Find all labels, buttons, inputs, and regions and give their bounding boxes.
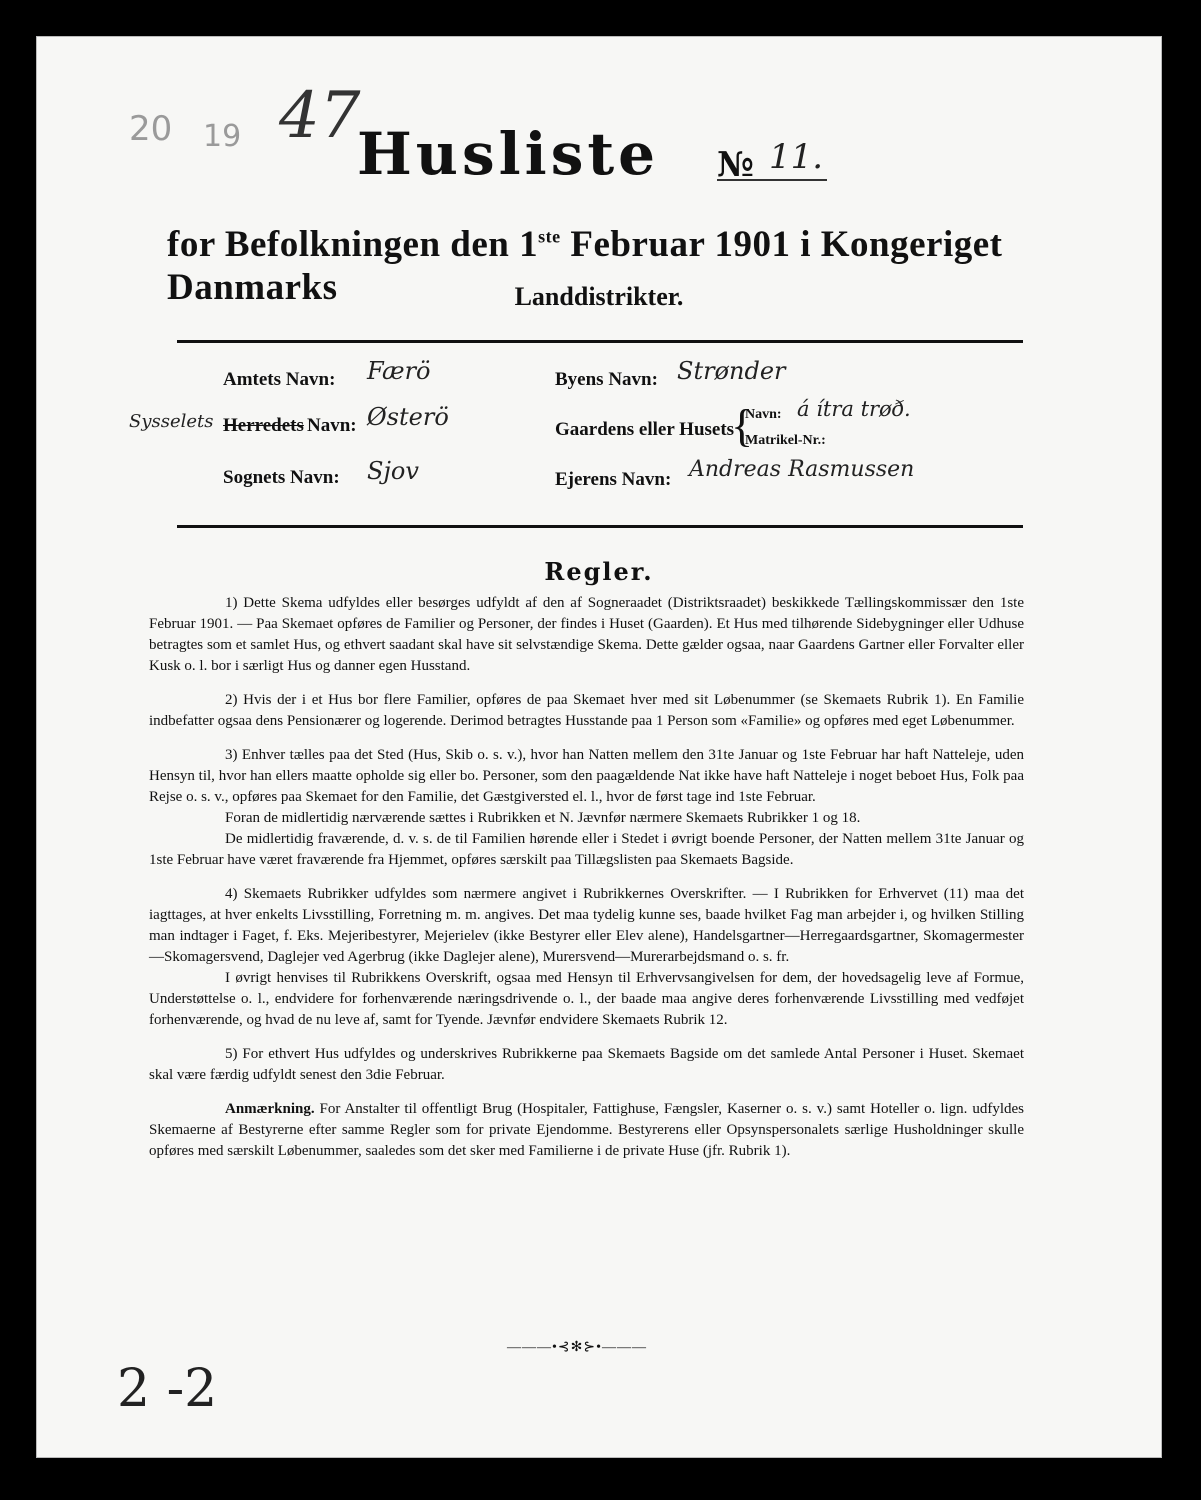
matrikel-label: Matrikel-Nr.: xyxy=(745,433,826,448)
herred-value: Østerö xyxy=(367,403,449,431)
divider-bottom xyxy=(177,525,1023,528)
rule-2: 2) Hvis der i et Hus bor flere Familier, opføres de paa Skemaet hver med sit Løbenummer (se Skemaets Rubrik 1). En Familie indbefatter ogsaa dens Pensionærer og logerende. Derimod betragtes Husstande paa 1 Person som «Familie» og opføres med eget Løbenummer. xyxy=(149,692,1024,729)
form-number: 11. xyxy=(769,137,824,177)
bottom-number: 2 -2 xyxy=(117,1359,218,1419)
census-form-page xyxy=(36,36,1162,1458)
ejer-value: Andreas Rasmussen xyxy=(689,457,915,482)
navn-value: á ítra trøð. xyxy=(797,397,911,421)
herred-label-struck: Herredets xyxy=(223,415,304,436)
rule-3: 3) Enhver tælles paa det Sted (Hus, Skib o. s. v.), hvor han Natten mellem den 31te Januar og 1ste Februar har haft Natteleje, uden Hensyn til, hvor han ellers maatte opholde sig eller bo. Personer, som den paagældende Nat ikke have haft Natteleje i noget beboet Hus, Folk paa Rejse o. s. v., opføres paa Skemaet for den Familie, det Gæstgiversted el. l., hvor de først tage ind 1ste Februar. xyxy=(149,747,1024,805)
rule-3-foran: Foran de midlertidig nærværende sættes i Rubrikken et N. Jævnfør nærmere Skemaets Rubrikker 1 og 18. xyxy=(225,810,861,826)
divider-top xyxy=(177,340,1023,343)
number-underline xyxy=(717,179,827,181)
subtitle-district: Landdistrikter. xyxy=(514,282,684,311)
rule-4: 4) Skemaets Rubrikker udfyldes som nærmere angivet i Rubrikkernes Overskrifter. — I Rubrikken for Erhvervet (11) maa det iagttages, at hver enkelts Livsstilling, Forretning m. m. angives. Det maa tydelig kunne ses, baade hvilket Fag man arbejder i, og hvilken Stilling man indtager i Faget, f. Eks. Mejeribestyrer, Mejerielev (ikke Bestyrer eller Elev alene), Handelsgartner—Herregaardsgartner, Skomagermester—Skomagersvend, Daglejer ved Agerbrug (ikke Daglejer alene), Murersvend—Murerarbejdsmand o. s. fr. xyxy=(149,886,1024,965)
brace-icon: { xyxy=(731,400,754,451)
note xyxy=(149,1099,1024,1162)
sogn-value: Sjov xyxy=(367,457,419,485)
rule-3-fravaerende: De midlertidig fraværende, d. v. s. de til Familien hørende eller i Stedet i øvrigt boende Personer, der Natten mellem 31te Januar og 1ste Februar have været fraværende fra Hjemmet, opføres særskilt paa Tillægslisten paa Skemaets Bagside. xyxy=(149,831,1024,868)
gaard-label: Gaardens eller Husets xyxy=(555,419,735,440)
pencil-number-1: 20 xyxy=(129,109,173,149)
number-label: № xyxy=(717,145,754,185)
sogn-label: Sognets Navn: xyxy=(223,467,340,488)
by-value: Strønder xyxy=(677,357,786,385)
ornament: ———•⊰✻⊱•——— xyxy=(507,1340,647,1355)
pencil-number-2: 19 xyxy=(203,119,242,154)
herred-label: Navn: xyxy=(307,415,357,436)
rule-4-oevrigt: I øvrigt henvises til Rubrikkens Overskrift, ogsaa med Hensyn til Erhvervsangivelsen for dem, der hovedsagelig leve af Formue, Understøttelse o. l., endvidere for forhenværende næringsdrivende o. l., der baade maa angive deres forhenværende Livsstilling med vedføjet forhenværende, og hvad de nu leve af, samt for Tyende. Jævnfør endvidere Skemaets Rubrik 12. xyxy=(149,970,1024,1028)
form-title: Husliste xyxy=(357,120,660,188)
rules-title: Regler. xyxy=(544,557,654,586)
subtitle: for Befolkningen den 1ste Februar 1901 i Kongeriget Danmarks xyxy=(167,224,1003,308)
note-text: For Anstalter til offentligt Brug (Hospitaler, Fattighuse, Fængsler, Kaserner o. s. v.) samt Hoteller o. lign. udfyldes Skemaerne af Bestyrerne efter samme Regler som for private Ejendomme. Bestyrerens eller Opsynspersonalets særlige Husholdninger skulle opføres med særskilt Løbenummer, saaledes som det sker med Familierne i de private Huse (jfr. Rubrik 1). xyxy=(149,1101,1024,1159)
rules-body xyxy=(149,593,1024,1175)
ink-number: 47 xyxy=(279,79,361,153)
ejer-label: Ejerens Navn: xyxy=(555,469,672,490)
navn-label: Navn: xyxy=(745,407,782,422)
amt-value: Færö xyxy=(367,357,431,385)
amt-label: Amtets Navn: xyxy=(223,369,336,390)
rule-5: 5) For ethvert Hus udfyldes og underskrives Rubrikkerne paa Skemaets Bagside om det samlede Antal Personer i Huset. Skemaet skal være færdig udfyldt senest den 3die Februar. xyxy=(149,1046,1024,1083)
syssel-prefix: Sysselets xyxy=(129,411,214,432)
note-label: Anmærkning. xyxy=(225,1101,315,1117)
rule-1: 1) Dette Skema udfyldes eller besørges udfyldt af den af Sogneraadet (Distriktsraadet) beskikkede Tællingskommissær den 1ste Februar 1901. — Paa Skemaet opføres de Familier og Personer, der findes i Huset (Gaarden). Et Hus med tilhørende Sidebygninger eller Udhuse betragtes som et samlet Hus, og ethvert saadant skal have sit selvstændige Skema. Dette gælder ogsaa, naar Gaardens Gartner eller Forvalter eller Kusk o. l. bor i særligt Hus og danner egen Husstand. xyxy=(149,595,1024,674)
by-label: Byens Navn: xyxy=(555,369,658,390)
